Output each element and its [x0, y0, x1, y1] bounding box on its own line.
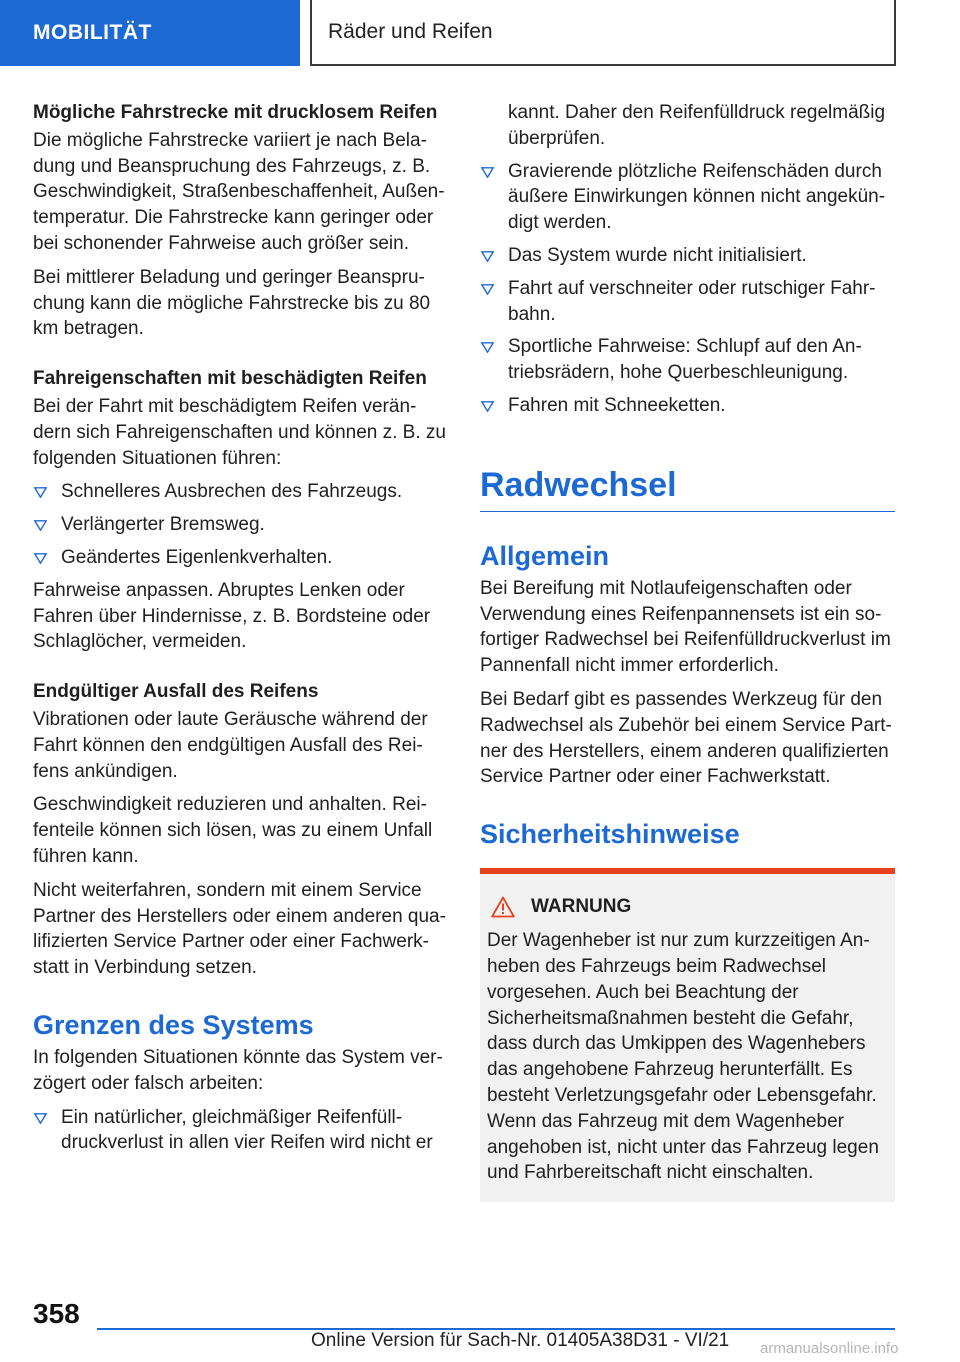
list-item-text: Gravierende plötzliche Reifenschäden durch äußere Einwirkungen können nicht angekündigt werden.	[508, 160, 886, 234]
list-item	[480, 159, 895, 236]
paragraph: Bei Bereifung mit Notlaufeigenschaften oder Verwendung eines Reifenpannensets ist ein sofortiger Radwechsel bei Reifenfülldruckverlust im Pannenfall nicht immer erforderlich.	[480, 577, 891, 677]
paragraph: Bei mittlerer Beladung und geringer Beanspruchung kann die mögliche Fahrstrecke bis zu 80 km betragen.	[33, 266, 431, 340]
warning-header	[487, 896, 885, 918]
section-tab	[0, 0, 300, 66]
warning-box	[480, 868, 895, 1202]
list-item	[33, 1105, 447, 1157]
list-item-text: Verlängerter Bremsweg.	[61, 514, 265, 536]
warning-triangle-icon	[491, 896, 515, 918]
list-item	[480, 393, 895, 419]
paragraph: Bei der Fahrt mit beschädigtem Reifen verändern sich Fahreigenschaften und können z. B. zu folgenden Situationen führen:	[33, 395, 446, 469]
triangle-bullet-icon	[34, 520, 47, 531]
chapter-header	[310, 0, 896, 66]
bullet-list	[480, 159, 895, 419]
list-item	[33, 512, 447, 538]
heading-allgemein: Allgemein	[480, 540, 610, 571]
paragraph: Bei Bedarf gibt es passendes Werkzeug für den Radwechsel als Zubehör bei einem Service Partner des Herstellers, einem anderen qualifizierten Service Partner oder einer Fachwerkstatt.	[480, 688, 892, 788]
list-item-text: Fahrt auf verschneiter oder rutschiger Fahrbahn.	[508, 277, 876, 325]
bullet-list	[33, 1105, 447, 1157]
heading-radwechsel: Radwechsel	[480, 463, 895, 512]
paragraph: Nicht weiterfahren, sondern mit einem Service Partner des Herstellers oder einem anderen qualifizierten Service Partner oder einer Fachwerkstatt in Verbindung setzen.	[33, 879, 446, 979]
list-item-text: Schnelleres Ausbrechen des Fahrzeugs.	[61, 481, 403, 503]
list-item-text: Sportliche Fahrweise: Schlupf auf den Antriebsrädern, hohe Querbeschleunigung.	[508, 336, 862, 384]
triangle-bullet-icon	[34, 553, 47, 564]
triangle-bullet-icon	[481, 401, 494, 412]
heading-sicherheitshinweise: Sicherheitshinweise	[480, 819, 740, 850]
warning-title: WARNUNG	[531, 896, 632, 918]
warning-text: Der Wagenheber ist nur zum kurzzeitigen Anheben des Fahrzeugs beim Radwechsel vorgesehen. Auch bei Beachtung der Sicherheitsmaßnahmen besteht die Gefahr, dass durch das Umkippen des Wagenhebers das angehobene Fahrzeug herunterfällt. Es besteht Verletzungsgefahr oder Lebensgefahr. Wenn das Fahrzeug mit dem Wagenheber angehoben ist, nicht unter das Fahrzeug legen und Fahrbereitschaft nicht einschalten.	[487, 930, 879, 1184]
footer-version: Online Version für Sach-Nr. 01405A38D31 - VI/21	[311, 1330, 730, 1351]
triangle-bullet-icon	[34, 1113, 47, 1124]
paragraph: Vibrationen oder laute Geräusche während der Fahrt können den endgültigen Ausfall des Reifens ankündigen.	[33, 708, 428, 782]
page-number: 358	[33, 1298, 80, 1329]
heading-fahrstrecke: Mögliche Fahrstrecke mit drucklosem Reifen	[33, 102, 438, 123]
paragraph: Fahrweise anpassen. Abruptes Lenken oder Fahren über Hindernisse, z. B. Bordsteine oder Schlaglöcher, vermeiden.	[33, 579, 431, 653]
list-item	[480, 334, 895, 386]
watermark: armanualsonline.info	[760, 1340, 899, 1357]
heading-grenzen: Grenzen des Systems	[33, 1009, 314, 1040]
paragraph: Geschwindigkeit reduzieren und anhalten. Reifenteile können sich lösen, was zu einem Unfall führen kann.	[33, 794, 433, 867]
triangle-bullet-icon	[481, 284, 494, 295]
list-item-text: Ein natürlicher, gleichmäßiger Reifenfülldruckverlust in allen vier Reifen wird nicht er	[61, 1106, 433, 1154]
list-item	[33, 545, 447, 571]
list-item	[480, 243, 895, 269]
paragraph: In folgenden Situationen könnte das System verzögert oder falsch arbeiten:	[33, 1046, 443, 1094]
triangle-bullet-icon	[481, 342, 494, 353]
section-title: MOBILITÄT	[33, 21, 152, 44]
triangle-bullet-icon	[481, 167, 494, 178]
heading-ausfall: Endgültiger Ausfall des Reifens	[33, 681, 319, 703]
list-item	[480, 276, 895, 328]
list-item-text: Fahren mit Schneeketten.	[508, 394, 726, 416]
triangle-bullet-icon	[34, 487, 47, 498]
chapter-title: Räder und Reifen	[328, 20, 493, 43]
right-column	[480, 100, 895, 1202]
list-item-text: Geändertes Eigenlenkverhalten.	[61, 546, 333, 568]
bullet-list	[33, 479, 447, 570]
heading-fahreigenschaften: Fahreigenschaften mit beschädigten Reifen	[33, 368, 427, 390]
list-item-continuation: kannt. Daher den Reifenfülldruck regelmäßig überprüfen.	[508, 102, 886, 149]
list-item	[33, 479, 447, 505]
left-column	[33, 100, 447, 1163]
paragraph: Die mögliche Fahrstrecke variiert je nach Beladung und Beanspruchung des Fahrzeugs, z. B. Geschwindigkeit, Straßenbeschaffenheit, Außentemperatur. Die Fahrstrecke kann geringer oder bei schonender Fahrweise auch größer sein.	[33, 129, 445, 254]
list-item-text: Das System wurde nicht initialisiert.	[508, 244, 807, 266]
triangle-bullet-icon	[481, 251, 494, 262]
